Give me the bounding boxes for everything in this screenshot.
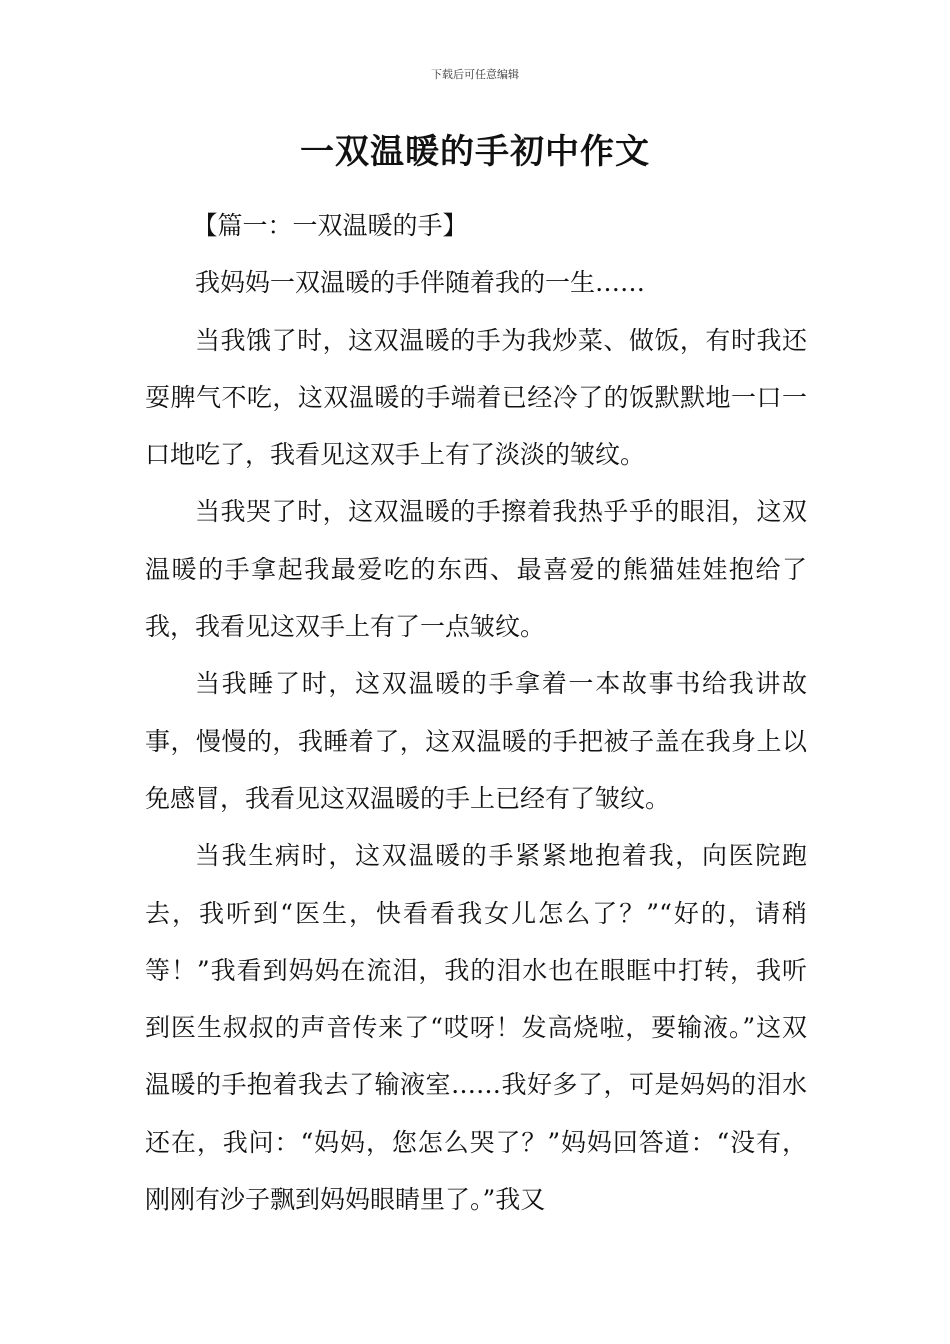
paragraph-1: 我妈妈一双温暖的手伴随着我的一生…… (195, 268, 646, 298)
document-body (145, 197, 807, 1228)
document-title: 一双温暖的手初中作文 (300, 132, 650, 172)
paragraph-4: 当我睡了时，这双温暖的手拿着一本故事书给我讲故事，慢慢的，我睡着了，这双温暖的手把被子盖在我身上以免感冒，我看见这双温暖的手上已经有了皱纹。 (145, 669, 807, 813)
section-heading: 【篇一：一双温暖的手】 (192, 211, 468, 240)
header-note: 下载后可任意编辑 (431, 68, 519, 81)
paragraph-3: 当我哭了时，这双温暖的手擦着我热乎乎的眼泪，这双温暖的手拿起我最爱吃的东西、最喜爱的熊猫娃娃抱给了我，我看见这双手上有了一点皱纹。 (145, 497, 807, 642)
paragraph-5: 当我生病时，这双温暖的手紧紧地抱着我，向医院跑去，我听到“医生，快看看我女儿怎么了？”“好的，请稍等！”我看到妈妈在流泪，我的泪水也在眼眶中打转，我听到医生叔叔的声音传来了“哎呀！发高烧啦，要输液。”这双温暖的手抱着我去了输液室……我好多了，可是妈妈的泪水还在，我问：“妈妈，您怎么哭了？”妈妈回答道：“没有，刚刚有沙子飘到妈妈眼睛里了。”我又 (145, 841, 807, 1215)
paragraph-2: 当我饿了时，这双温暖的手为我炒菜、做饭，有时我还耍脾气不吃，这双温暖的手端着已经冷了的饭默默地一口一口地吃了，我看见这双手上有了淡淡的皱纹。 (145, 325, 807, 470)
